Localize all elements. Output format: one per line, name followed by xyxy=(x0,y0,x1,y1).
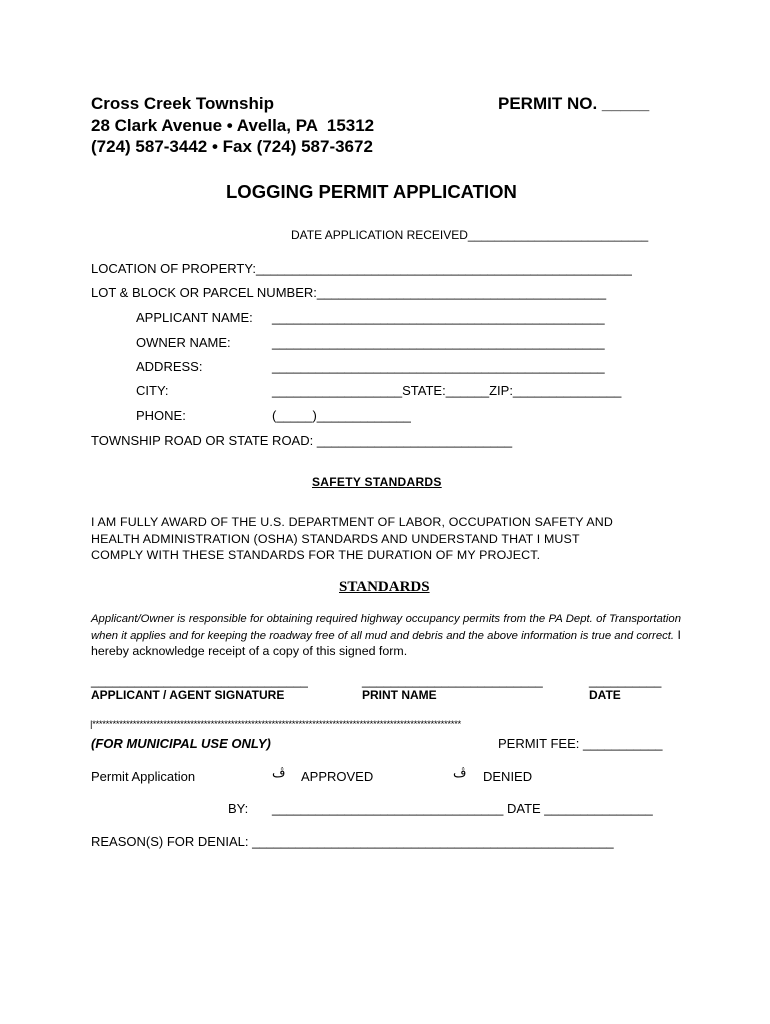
applicant-name-line: ______________________________________________ xyxy=(272,310,605,325)
address-label: ADDRESS: xyxy=(136,359,203,374)
phone-label: PHONE: xyxy=(136,408,186,423)
page-title: LOGGING PERMIT APPLICATION xyxy=(226,181,517,202)
date-received-field: DATE APPLICATION RECEIVED___________________________ xyxy=(291,228,649,242)
print-name-line: _________________________ xyxy=(362,673,543,688)
standards-italic-text: Applicant/Owner is responsible for obtaining required highway occupancy permits from the PA Dept. of Transportation when it applies and for keeping the roadway free of all mud and debris and the above information is true and correct. xyxy=(91,613,681,642)
applicant-name-label: APPLICANT NAME: xyxy=(136,310,253,325)
permit-application-label: Permit Application xyxy=(91,769,196,784)
by-label: BY: xyxy=(228,801,249,816)
standards-paragraph xyxy=(91,612,681,661)
owner-name-line: ______________________________________________ xyxy=(272,335,605,350)
municipal-use-heading: (FOR MUNICIPAL USE ONLY) xyxy=(91,736,271,751)
permit-number: PERMIT NO. _____ xyxy=(498,94,650,113)
safety-statement xyxy=(91,514,681,564)
safety-heading: SAFETY STANDARDS xyxy=(312,475,442,489)
denied-label: DENIED xyxy=(483,769,533,784)
standards-heading: STANDARDS xyxy=(339,579,430,595)
safety-line-3: COMPLY WITH THESE STANDARDS FOR THE DURATION OF MY PROJECT. xyxy=(91,548,541,562)
signature-line: ______________________________ xyxy=(91,673,308,688)
owner-name-label: OWNER NAME: xyxy=(136,335,231,350)
date-line: __________ xyxy=(589,673,662,688)
applicant-signature-label: APPLICANT / AGENT SIGNATURE xyxy=(91,688,285,702)
date-label: DATE xyxy=(589,688,621,702)
address-line: ______________________________________________ xyxy=(272,359,605,374)
approved-label: APPROVED xyxy=(301,769,374,784)
denial-reason-field: REASON(S) FOR DENIAL: __________________________________________________ xyxy=(91,834,614,849)
approved-checkbox-icon[interactable]: ڤ xyxy=(272,766,286,781)
header-township: Cross Creek Township xyxy=(91,94,274,113)
star-divider: |************************************************************************************************************* xyxy=(90,719,461,730)
safety-line-1: I AM FULLY AWARD OF THE U.S. DEPARTMENT OF LABOR, OCCUPATION SAFETY AND xyxy=(91,515,613,529)
permit-fee-field: PERMIT FEE: ___________ xyxy=(498,736,663,751)
phone-line: (_____)_____________ xyxy=(272,408,411,423)
print-name-label: PRINT NAME xyxy=(362,688,437,702)
by-date-line: ________________________________ DATE _______________ xyxy=(272,801,653,816)
location-field: LOCATION OF PROPERTY:____________________________________________________ xyxy=(91,261,632,276)
safety-line-2: HEALTH ADMINISTRATION (OSHA) STANDARDS AND UNDERSTAND THAT I MUST xyxy=(91,531,580,546)
header-address: 28 Clark Avenue • Avella, PA 15312 xyxy=(91,116,375,135)
denied-checkbox-icon[interactable]: ڤ xyxy=(453,766,467,781)
header-phone: (724) 587-3442 • Fax (724) 587-3672 xyxy=(91,137,373,156)
city-label: CITY: xyxy=(136,383,169,398)
standards-plain-text: I hereby acknowledge receipt of a copy of this signed form. xyxy=(91,627,681,658)
city-state-zip-line: __________________STATE:______ZIP:_______________ xyxy=(272,383,622,398)
road-field: TOWNSHIP ROAD OR STATE ROAD: ___________________________ xyxy=(91,433,513,448)
lot-block-field: LOT & BLOCK OR PARCEL NUMBER:________________________________________ xyxy=(91,285,607,300)
